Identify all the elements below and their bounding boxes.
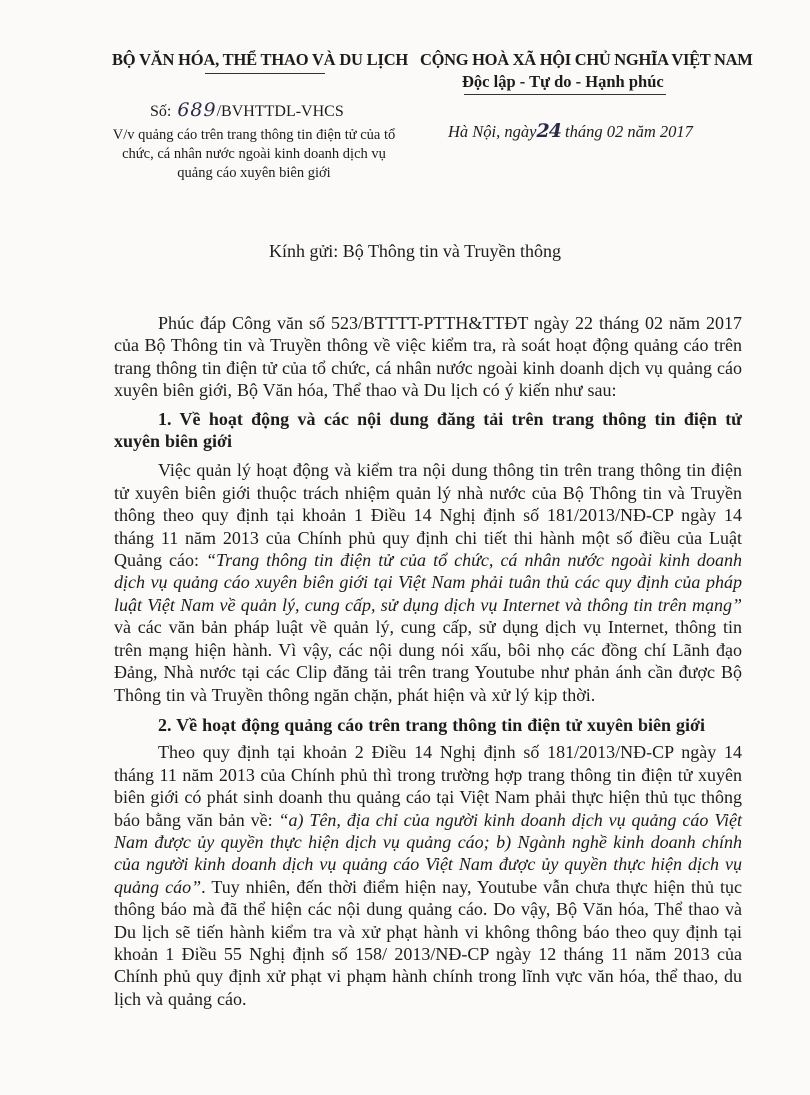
issuing-agency: BỘ VĂN HÓA, THỂ THAO VÀ DU LỊCH [112,50,409,69]
section-1-quote: “Trang thông tin điện tử của tổ chức, cá nhân nước ngoài kinh doanh dịch vụ quảng cáo xuyên biên giới tại Việt Nam phải tuân thủ các quy định của pháp luật Việt Nam về quản lý, cung cấp, sử dụng dịch vụ Internet và thông tin trên mạng” [114,550,743,615]
section-2-heading: 2. Về hoạt động quảng cáo trên trang thông tin điện tử xuyên biên giới [158,714,706,735]
motto-underline [464,94,666,95]
national-motto: Độc lập - Tự do - Hạnh phúc [462,72,664,91]
section-1-heading: 1. Về hoạt động và các nội dung đăng tải trên trang thông tin điện tử xuyên biên giới [114,408,742,452]
section-2-quote: “a) Tên, địa chỉ của người kinh doanh dịch vụ quảng cáo Việt Nam được ủy quyền thực hiện dịch vụ quảng cáo; b) Ngành nghề kinh doanh chính của người kinh doanh dịch vụ quảng cáo Việt Nam được ủy quyền thực hiện dịch vụ quảng cáo” [114,809,742,897]
recipient-line: Kính gửi: Bộ Thông tin và Truyền thông [269,241,561,261]
day-handwritten: 24 [536,120,561,142]
document-subject: V/v quảng cáo trên trang thông tin điện tử của tổ chức, cá nhân nước ngoài kinh doanh dịch vụ quảng cáo xuyên biên giới [112,127,396,181]
section-1-text-b: và các văn bản pháp luật về quản lý, cung cấp, sử dụng dịch vụ Internet, thông tin trên mạng hiện hành. Vì vậy, các nội dung nói xấu, bôi nhọ các đồng chí Lãnh đạo Đảng, Nhà nước tại các Clip đăng tải trên trang Youtube như phản ánh cần được Bộ Thông tin và Truyền thông ngăn chặn, phát hiện và xử lý kịp thời. [114,617,742,705]
agency-underline [205,73,325,74]
section-1-paragraph [114,459,742,705]
letter-body [114,312,742,1010]
document-number [150,99,344,121]
section-2-text-a: Theo quy định tại khoản 2 Điều 14 Nghị định số 181/2013/NĐ-CP ngày 14 tháng 11 năm 2013 của Chính phủ thì trong trường hợp trang thông tin điện tử xuyên biên giới có phát sinh doanh thu quảng cáo tại Việt Nam phải thực hiện thủ tục thông báo bằng văn bản về: [114,742,742,830]
section-1-text-a: Việc quản lý hoạt động và kiểm tra nội dung thông tin trên trang thông tin điện tử xuyên biên giới thuộc trách nhiệm quản lý nhà nước của Bộ Thông tin và Truyền thông theo quy định tại khoản 1 Điều 14 Nghị định số 181/2013/NĐ-CP ngày 14 tháng 11 năm 2013 của Chính phủ quy định chi tiết thi hành một số điều của Luật Quảng cáo: [114,460,742,571]
doc-number-suffix: /BVHTTDL-VHCS [216,103,344,120]
place-and-date [448,120,693,142]
section-2-paragraph [114,741,742,1010]
section-2-text-b: . Tuy nhiên, đến thời điểm hiện nay, Youtube vẫn chưa thực hiện thủ tục thông báo mà đã thể hiện các nội dung quảng cáo. Do vậy, Bộ Văn hóa, Thể thao và Du lịch sẽ tiến hành kiểm tra và xử phạt hành vi không thông báo theo quy định tại khoản 1 Điều 55 Nghị định số 158/ 2013/NĐ-CP ngày 12 tháng 11 năm 2013 của Chính phủ quy định xử phạt vi phạm hành chính trong lĩnh vực văn hóa, thể thao, du lịch và quảng cáo. [114,876,743,1009]
doc-number-handwritten: 689 [177,99,217,121]
place-date-suffix: tháng 02 năm 2017 [565,122,693,141]
place-date-prefix: Hà Nội, ngày [448,122,537,141]
intro-paragraph: Phúc đáp Công văn số 523/BTTTT-PTTH&TTĐT ngày 22 tháng 02 năm 2017 của Bộ Thông tin và Truyền thông về việc kiểm tra, rà soát hoạt động quảng cáo trên trang thông tin điện tử của tổ chức, cá nhân nước ngoài kinh doanh dịch vụ quảng cáo xuyên biên giới, Bộ Văn hóa, Thể thao và Du lịch có ý kiến như sau: [114,313,742,401]
national-title: CỘNG HOÀ XÃ HỘI CHỦ NGHĨA VIỆT NAM [420,50,753,69]
doc-number-prefix: Số: [150,103,172,120]
